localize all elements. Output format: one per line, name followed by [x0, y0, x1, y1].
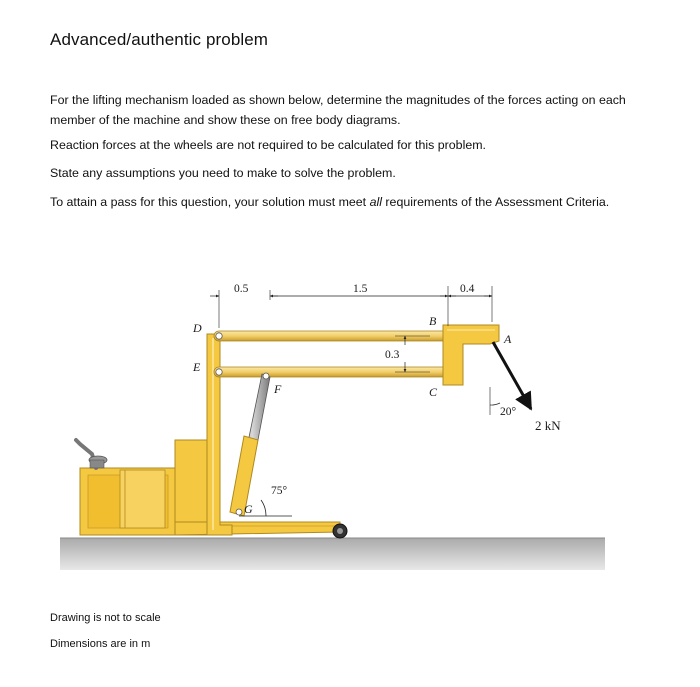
- units-note: Dimensions are in m: [50, 638, 151, 650]
- load-label: 2 kN: [535, 418, 561, 433]
- point-label-G: G: [244, 502, 253, 516]
- dim-label-middle: 1.5: [353, 283, 368, 295]
- vertical-mast: [207, 334, 232, 535]
- point-label-F: F: [274, 382, 282, 396]
- pass-requirement-text-1: To attain a pass for this question, your solution must meet: [50, 195, 370, 209]
- reaction-note: Reaction forces at the wheels are not required to be calculated for this problem.: [50, 138, 486, 152]
- scale-note: Drawing is not to scale: [50, 612, 161, 624]
- pass-requirement-emphasis: all: [369, 195, 382, 209]
- ground: [60, 538, 605, 570]
- problem-statement: For the lifting mechanism loaded as shown below, determine the magnitudes of the forces acting on each member of the machine and show these on free body diagrams.: [50, 93, 626, 127]
- base-chassis: [80, 440, 210, 535]
- dim-label-right: 0.4: [460, 283, 475, 295]
- pass-requirement-text-2: requirements of the Assessment Criteria.: [381, 195, 610, 209]
- hydraulic-cylinder: [230, 373, 270, 516]
- tiller-handle: [76, 440, 107, 468]
- front-wheel: [333, 524, 347, 538]
- dim-label-vertical: 0.3: [385, 349, 400, 361]
- page-title: Advanced/authentic problem: [50, 30, 269, 49]
- point-label-D: D: [193, 321, 202, 335]
- point-label-C: C: [429, 385, 438, 399]
- point-label-A: A: [504, 332, 512, 346]
- point-label-B: B: [429, 314, 437, 328]
- dim-label-left: 0.5: [234, 283, 249, 295]
- hook-plate: [443, 325, 499, 385]
- load-arrow: [490, 342, 531, 415]
- point-label-E: E: [193, 360, 201, 374]
- angle-label-load: 20°: [500, 406, 517, 418]
- front-leg: [175, 522, 340, 535]
- angle-label-piston: 75°: [271, 485, 288, 497]
- assumptions-note: State any assumptions you need to make to solve the problem.: [50, 166, 396, 180]
